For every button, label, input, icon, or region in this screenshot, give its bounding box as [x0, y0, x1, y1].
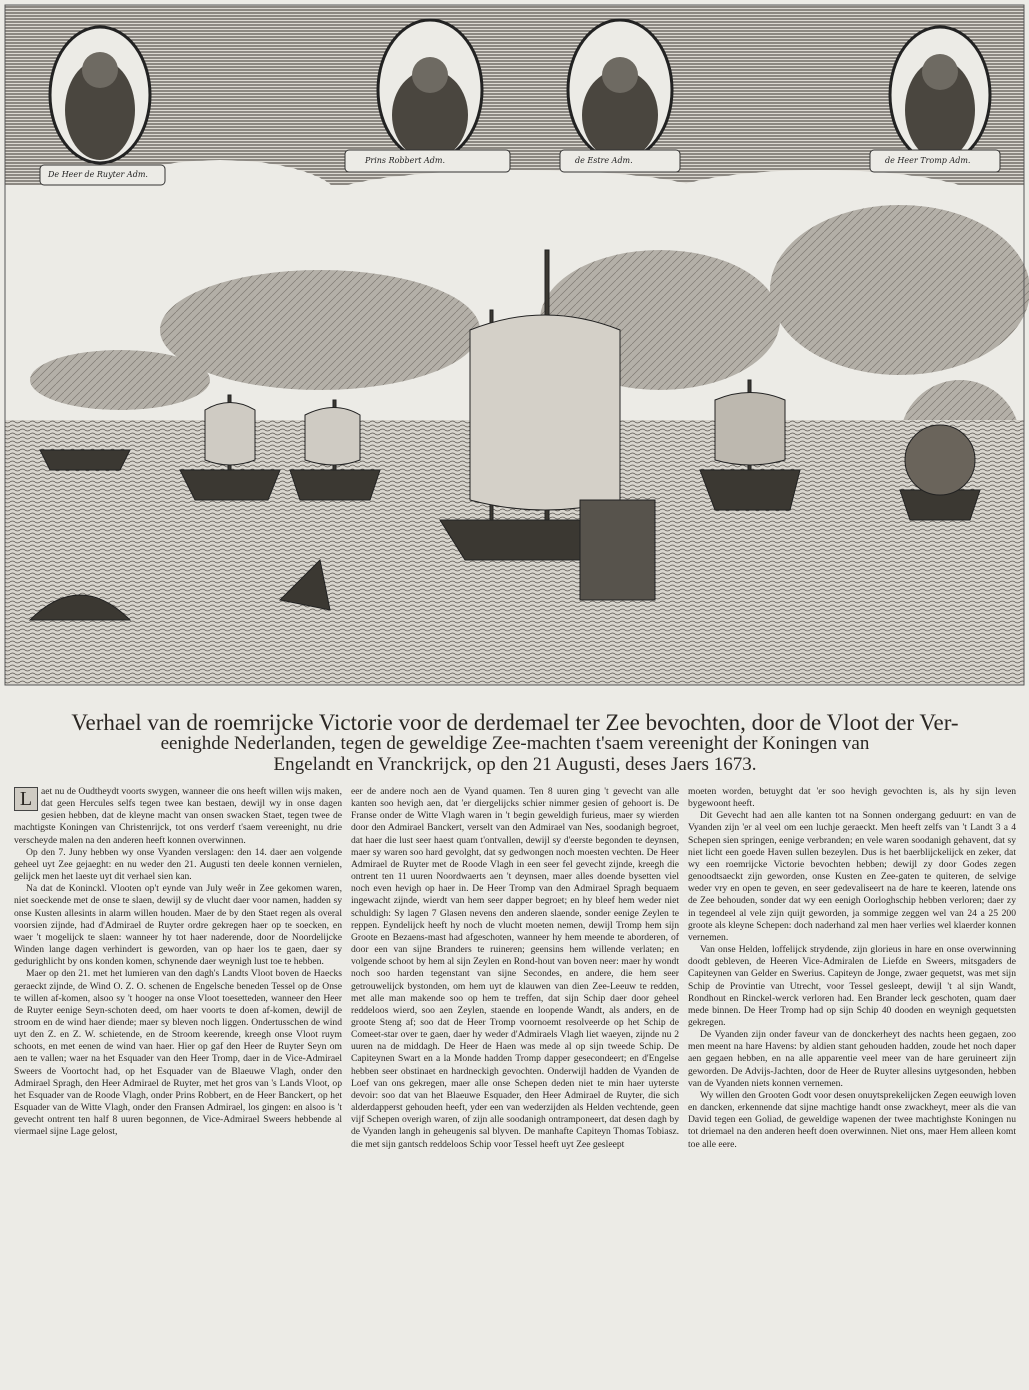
text-column-2: [351, 786, 679, 1296]
text-column-3: [688, 786, 1016, 1296]
drop-cap: L: [14, 787, 38, 811]
paragraph: eer de andere noch aen de Vyand quamen. Ten 8 uuren ging 't gevecht van alle kanten soo hevigh aen, dat 'er diergelijcks schier nimmer gesien of gehoort is. De Franse onder de Witte Vlagh waren in 't begin geweldigh furieus, maer sy wierden door den Admirael Banckert, verselt van den Admirael van Nes, soodanigh begroet, dat haer die lust seer haest quam t'ontvallen, dewijl sy d'eerste begonden te deynsen, maer sy waren soo hard gevolght, dat sy gedwongen noch moesten vechten. De Heer Admirael de Ruyter met de Roode Vlagh in een seer fel gevecht zijnde, kreegh die ontrent ten 11 uuren Noordwaerts aen 't deynsen, maer alles doende bysetten viel noch even hevigh op haer in. De Heer Tromp van den Admirael Spragh bequaem ingewacht zijnde, wierdt van hem seer dapper begroet; en hy bleef hem weder niet schuldigh: Sy lagen 7 Glasen nevens den anderen slaende, sonder eenige Zeylen te reppen. Eyndelijck heeft hy noch de vlucht moeten nemen, dewijl Tromp hem sijn Groote en Bezaens-mast had afgeschoten, wanneer hy hem meende te aborderen, of door een van sijne Branders te ruineren; geensins hem willende verlaten; en volgende schoot by hem al sijn Zeylen en Rond-hout van boven neer: maer hy wondt noch soo harden tegenstant van sijne Secondes, en andere, die hem seer getrouwelijck bystonden, om hem uyt de klauwen van dien Zee-Leeuw te redden, met alle man makende soo op hem te treffen, dat sijn Schip daer door geheel reddeloos wierd, soo aen Zeylen, staende en loopende Wandt, als anders, en de groote Steng af; soo dat de Heer Tromp voornoemt resolveerde op het Schip de Comeet-star over te gaen, daer hy weder d'Admiraels Vlagh liet waeyen, zijnde nu 2 uuren na de middagh. De Heer de Haen was mede al op sijn tweede Schip. De Capiteynen Swart en a la Monde hadden Tromp dapper gesecondeert; en d'Engelse hebben seer obstinaet en hardneckigh gevochten. Onderwijl hadden de Vyanden de Loef van ons gekregen, maer alle onse Schepen deden niet te min haer uyterste devoir: soo dat van het Blaeuwe Esquader, den Heer Admirael de Ruyter, die sich alderdapperst gehouden heeft, yder een van wederzijden als Helden vechtende, geen vijf Schepen overigh waren, of zijn alle soodanigh ontramponeert, dat desen dagh by de Vyanden langh in geheugenis sal blyven. De manhafte Capiteyn Thomas Tobiasz. die met sijn gantsch reddeloos Schip voor Tessel heeft uyt Zee gesleept: [351, 786, 679, 1150]
paragraph: De Vyanden zijn onder faveur van de donckerheyt des nachts heen gegaen, zoo men meent na hare Havens: by aldien stant gehouden hadden, zoude het noch daper aen gegaen hebben, en na alle apparentie veel meer van de hare geruineert zijn geworden. De Advijs-Jachten, door de Heer de Ruyter allesins uytgesonden, hebben van de Vyanden niets konnen vernemen.: [688, 1029, 1016, 1089]
document-title: [20, 712, 1010, 775]
portrait-prins-robbert: [378, 20, 482, 160]
paragraph: Wy willen den Grooten Godt voor desen onuytsprekelijcken Zegen eeuwigh loven en dancken, erkennende dat sijne machtige handt onse zwackheyt, meer als die van David tegen een Goliad, de geweldige wapenen der twee machtighste Koningen nu tot driemael na den anderen heeft doen overwinnen. Niet ons, maer Hem alleen komt toe alle eere.: [688, 1089, 1016, 1150]
title-line-3: Engelandt en Vranckrijck, op den 21 Augusti, deses Jaers 1673.: [273, 754, 757, 775]
paragraph: Van onse Helden, loffelijck strydende, zijn glorieus in hare en onse overwinning doodt gebleven, de Heeren Vice-Admiralen de Liefde en Sweers, mitsgaders de Capiteynen van Gelder en Swerius. Capiteyn de Jonge, zwaer gequetst, was met sijn Schip de Provintie van Utrecht, voor Tessel gesleept, dewijl 't al sijn Wandt, Rondhout en Rinckel-werck verloren had. Een Brander leck geschoten, quam daer mede binnen. De Heer Tromp had op sijn Schip 40 dooden en weynigh gequetsten gekregen.: [688, 944, 1016, 1028]
paragraph: Dit Gevecht had aen alle kanten tot na Sonnen ondergang geduurt: en van de Vyanden zijn 'er al veel om een luchje geraeckt. Men heeft zelfs van 't Landt 3 a 4 Schepen sien springen, eenige verbranden; en vele waren soodanigh gehavent, dat sy niet licht een goede Haven sullen bezeylen. Dus is het baerblijckelijck en zeker, dat wy een roemrijcke Victorie bevochten hebben; dewijl zy door Godes zegen genoodtsaeckt zijn geworden, onse Kusten en Zee-gaten te quiteren, de selvige weder vry en open te geven, en seer gedevaliseert na de hare te keeren, latende ons de Zee behouden, sonder dat wy een eenigh Oorloghschip hebben verloren; daer zy in tegendeel al vele zijn quijt geworden, ja sommige zeggen wel van 24 a 25 200 groote als kleyne Schepen: doch naderhand zal men haer verlies wel klaerder konnen vernemen.: [688, 810, 1016, 943]
paragraph: moeten worden, betuyght dat 'er soo hevigh gevochten is, als hy sijn leven bygewoont heeft.: [688, 786, 1016, 810]
paragraph: Maer op den 21. met het lumieren van den dagh's Landts Vloot boven de Haecks geraeckt zijnde, de Wind O. Z. O. schenen de Engelsche beneden Tessel op de Onse te willen af-komen, alsoo sy 't hooger na onse Vloot toesetteden, wanneer den Heer de Ruyter eenige Seyn-schoten deed, om haer voorts te doen af-komen, dewijl de stroom en de wind haer diende; maer sy bleven noch liggen. Ondertusschen de wind uyt den Z. en Z. W. schietende, en de Stroom keerende, kreegh onse Vloot ruym schoots, en met eenen de wind van haer. Hier op gaf den Heer de Ruyter Seyn om aen te vallen; waer na het Esquader van den Heer Tromp, daer in de Vice-Admirael Sweers de Voortocht had, op het Esquader van de Blaeuwe Vlagh, onder den Admirael Spragh, den Heer Admirael de Ruyter, met het gros van 's Lands Vloot, op het Esquader van de Roode Vlagh, onder Prins Robbert, en de Heer Banckert, op het Esquader van de Witte Vlagh, onder den Fransen Admirael, los gingen: en alsoo is 't gevecht ontrent ten half 8 uuren begonnen, de Vice-Admirael Sweers hebbende al viermael sijne Lage gelost,: [14, 968, 342, 1138]
paragraph: Na dat de Koninckl. Vlooten op't eynde van July weêr in Zee gekomen waren, niet soeckende met de onse te slaen, dewijl sy de vlucht daer voor namen, hadden sy onse Kusten allesints in alarm willen houden. Maer de by den Staet regen als overal voorsien zijnde, had d'Admirael de Ruyter ordre gekregen haer op te soecken, en waer 't mogelijck te slaen: wanneer hy tot haer naderende, door de Noordelijcke Winden lange dagen verhindert is geworden, van op haer los te gaen, daer sy gedurighlicht by ons konden komen, schynende daer weynigh lust toe te hebben.: [14, 883, 342, 968]
portrait-tromp: [890, 27, 990, 163]
portrait-caption: de Estre Adm.: [575, 156, 633, 165]
portrait-de-estre: [568, 20, 672, 160]
text-column-1: [14, 786, 342, 1296]
portrait-caption: de Heer Tromp Adm.: [885, 156, 971, 165]
body-text: [14, 786, 1016, 1296]
portrait-de-ruyter: [50, 27, 150, 163]
naval-battle-engraving: [0, 0, 1029, 690]
title-line-2: eenighde Nederlanden, tegen de geweldige Zee-machten t'saem vereenight der Koningen van: [160, 733, 870, 754]
paragraph: aet nu de Oudtheydt voorts swygen, wanneer die ons heeft willen wijs maken, dat geen Hercules selfs tegen twee kan bestaen, dewijl wy in onse dagen gesien hebben, dat de kleyne macht van onsen swacken Staet, tegen twee de machtigste Koningen van Christenrijck, tot ons verderf t'saem vereenight, nu drie verscheyde malen na den anderen heeft konnen overwinnen.: [14, 786, 342, 846]
portrait-caption: Prins Robbert Adm.: [365, 156, 445, 165]
title-line-1: Verhael van de roemrijcke Victorie voor de derdemael ter Zee bevochten, door de Vloot der Ver-: [71, 710, 959, 735]
paragraph: Op den 7. Juny hebben wy onse Vyanden verslagen: den 14. daer aen volgende geheel uyt Zee gejaeght: en nu weder den 21. Augusti ten deele konnen vernielen, gelijck men het laeste uyt dit verhael sien kan.: [14, 846, 342, 883]
portrait-caption: De Heer de Ruyter Adm.: [48, 170, 148, 179]
